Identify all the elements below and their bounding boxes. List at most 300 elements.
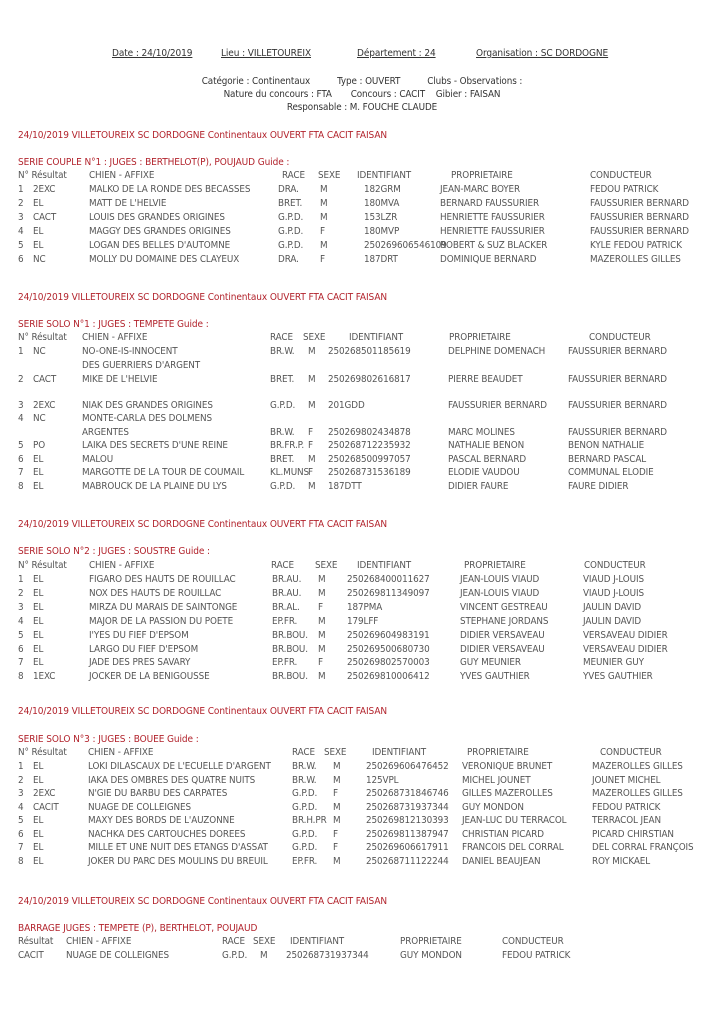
table-row [0,375,724,388]
table-cell: M [308,481,316,492]
table-cell: EL [33,829,44,840]
table-cell: M [318,671,326,682]
table-cell: EL [33,481,44,492]
table-cell: EL [33,842,44,853]
header-nature-line [0,90,724,100]
table-cell: 2EXC [33,788,56,799]
table-cell: G.P.D. [270,481,296,492]
table-cell: PASCAL BERNARD [448,454,527,465]
table-cell: CACT [33,374,57,385]
table-cell: M [308,400,316,411]
table-cell: 250269500680730 [347,644,430,655]
table-cell: 250269606476452 [366,761,449,772]
column-header: CHIEN - AFFIXE [88,747,154,758]
section-title: SERIE SOLO N°2 : JUGES : SOUSTRE Guide : [18,546,210,557]
table-cell: BR.W. [270,427,295,438]
section-title: BARRAGE JUGES : TEMPETE (P), BERTHELOT, POUJAUD [18,923,258,934]
table-cell: 250268712235932 [328,440,411,451]
table-cell: NUAGE DE COLLEIGNES [66,950,170,961]
table-cell: LOGAN DES BELLES D'AUTOMNE [89,240,231,251]
table-cell: EL [33,630,44,641]
table-cell: 5 [18,815,24,826]
section-title: SERIE SOLO N°1 : JUGES : TEMPETE Guide : [18,319,209,330]
table-cell: DRA. [278,254,299,265]
table-cell: ROBERT & SUZ BLACKER [440,240,548,251]
table-cell: 179LFF [347,616,379,627]
table-cell: 5 [18,440,24,451]
column-header: CONDUCTEUR [502,936,564,947]
table-cell: LARGO DU FIEF D'EPSOM [89,644,199,655]
table-cell: NIAK DES GRANDES ORIGINES [82,400,213,411]
table-cell: 250268731536189 [328,467,411,478]
table-cell: 6 [18,644,24,655]
column-header: PROPRIETAIRE [467,747,529,758]
column-header: RACE [270,332,293,343]
table-cell: KYLE FEDOU PATRICK [590,240,682,251]
column-header: CONDUCTEUR [584,560,646,571]
table-cell: FAUSSURIER BERNARD [448,400,547,411]
table-cell: 250268711122244 [366,856,449,867]
table-cell: 1 [18,761,24,772]
table-cell: F [308,427,313,438]
table-cell: NOX DES HAUTS DE ROUILLAC [89,588,222,599]
column-header: RACE [271,560,294,571]
table-cell: MALOU [82,454,114,465]
column-header: N° Résultat [18,560,67,571]
table-cell: M [333,761,341,772]
table-cell: M [318,644,326,655]
table-cell: FAUSSURIER BERNARD [590,198,689,209]
table-cell: MICHEL JOUNET [462,775,531,786]
table-cell: 250269812130393 [366,815,449,826]
header-gibier: Gibier : FAISAN [435,89,501,100]
table-cell: EL [33,198,44,209]
table-cell: 7 [18,842,24,853]
table-cell: FEDOU PATRICK [502,950,571,961]
table-cell: NATHALIE BENON [448,440,525,451]
table-cell: PIERRE BEAUDET [448,374,523,385]
table-cell: DES GUERRIERS D'ARGENT [82,360,201,371]
table-cell: EL [33,644,44,655]
event-heading: 24/10/2019 VILLETOUREIX SC DORDOGNE Continentaux OUVERT FTA CACIT FAISAN [18,519,388,530]
table-cell: 250269802434878 [328,427,411,438]
table-cell: LAIKA DES SECRETS D'UNE REINE [82,440,228,451]
table-cell: M [260,950,268,961]
table-cell: ELODIE VAUDOU [448,467,520,478]
table-cell: VIAUD J-LOUIS [583,574,644,585]
table-cell: G.P.D. [222,950,248,961]
table-cell: 153LZR [364,212,398,223]
table-cell: PO [33,440,46,451]
table-cell: M [318,574,326,585]
table-cell: JEAN-LOUIS VIAUD [460,574,540,585]
table-cell: EL [33,454,44,465]
table-row [0,951,724,964]
table-cell: 250268731937344 [366,802,449,813]
table-row [0,441,724,454]
column-header: PROPRIETAIRE [400,936,462,947]
table-cell: BERNARD FAUSSURIER [440,198,539,209]
table-cell: M [320,240,328,251]
table-cell: LOUIS DES GRANDES ORIGINES [89,212,225,223]
table-cell: JOKER DU PARC DES MOULINS DU BREUIL [88,856,268,867]
column-header: PROPRIETAIRE [451,170,513,181]
table-row [0,213,724,226]
table-cell: MAZEROLLES GILLES [592,788,683,799]
column-header: N° Résultat [18,170,67,181]
table-cell: FAUSSURIER BERNARD [568,400,667,411]
header-responsable-line [0,103,724,113]
table-cell: EL [33,467,44,478]
table-cell: KL.MUNS [270,467,310,478]
event-heading: 24/10/2019 VILLETOUREIX SC DORDOGNE Continentaux OUVERT FTA CACIT FAISAN [18,896,388,907]
header-categorie: Catégorie : Continentaux [201,76,311,87]
table-cell: 250269811349097 [347,588,430,599]
column-header: CHIEN - AFFIXE [89,170,155,181]
table-cell: BENON NATHALIE [568,440,645,451]
table-row [0,185,724,198]
table-cell: DANIEL BEAUJEAN [462,856,541,867]
table-row [0,227,724,240]
table-cell: GUY MEUNIER [460,657,521,668]
column-header: IDENTIFIANT [349,332,404,343]
table-cell: 8 [18,856,24,867]
header-nature: Nature du concours : FTA [223,89,332,100]
table-row [0,603,724,616]
table-cell: IAKA DES OMBRES DES QUATRE NUITS [88,775,256,786]
table-cell: BR.W. [270,346,295,357]
table-cell: 250269811387947 [366,829,449,840]
table-cell: MIRZA DU MARAIS DE SAINTONGE [89,602,238,613]
table-row [0,816,724,829]
table-cell: 6 [18,829,24,840]
table-row [0,482,724,495]
table-cell: JEAN-MARC BOYER [440,184,521,195]
table-cell: M [320,198,328,209]
table-cell: MAZEROLLES GILLES [592,761,683,772]
table-cell: 1EXC [33,671,56,682]
header-lieu: Lieu : VILLETOUREIX [221,48,312,59]
column-header: SEXE [324,747,347,758]
table-cell: 201GDD [328,400,365,411]
table-cell: BRET. [278,198,303,209]
table-row [0,672,724,685]
table-cell: 250268731937344 [286,950,369,961]
column-header: CONDUCTEUR [590,170,652,181]
table-cell: EL [33,856,44,867]
event-heading: 24/10/2019 VILLETOUREIX SC DORDOGNE Continentaux OUVERT FTA CACIT FAISAN [18,292,388,303]
header-departement: Département : 24 [357,48,436,59]
column-header: CHIEN - AFFIXE [89,560,155,571]
table-cell: 4 [18,616,24,627]
table-cell: N'GIE DU BARBU DES CARPATES [88,788,228,799]
table-cell: BR.AL. [272,602,300,613]
column-header: Résultat [18,936,54,947]
table-cell: EL [33,574,44,585]
table-cell: COMMUNAL ELODIE [568,467,654,478]
header-date: Date : 24/10/2019 [112,48,193,59]
table-cell: EL [33,588,44,599]
table-cell: EL [33,775,44,786]
table-row [0,199,724,212]
table-cell: F [320,254,325,265]
table-cell: I'YES DU FIEF D'EPSOM [89,630,189,641]
table-cell: NO-ONE-IS-INNOCENT [82,346,178,357]
column-header: IDENTIFIANT [357,560,412,571]
table-cell: M [318,588,326,599]
table-cell: NACHKA DES CARTOUCHES DOREES [88,829,246,840]
table-cell: F [318,657,323,668]
table-cell: BRET. [270,454,295,465]
header-responsable: Responsable : M. FOUCHE CLAUDE [286,102,438,113]
table-cell: FRANCOIS DEL CORRAL [462,842,564,853]
table-cell: F [333,788,338,799]
table-row [0,631,724,644]
table-cell: 180MVP [364,226,400,237]
table-cell: 250269606546109 [364,240,447,251]
table-cell: 3 [18,602,24,613]
table-cell: FAUSSURIER BERNARD [568,427,667,438]
table-cell: MOLLY DU DOMAINE DES CLAYEUX [89,254,240,265]
table-cell: 2 [18,775,24,786]
table-cell: FEDOU PATRICK [592,802,661,813]
column-header: N° Résultat [18,332,67,343]
table-cell: CACIT [33,802,59,813]
table-cell: BR.W. [292,775,317,786]
table-cell: 6 [18,454,24,465]
table-cell: 180MVA [364,198,400,209]
table-cell: BERNARD PASCAL [568,454,647,465]
table-row [0,361,724,374]
table-cell: G.P.D. [278,240,304,251]
table-cell: EL [33,616,44,627]
table-cell: VERSAVEAU DIDIER [583,644,668,655]
table-cell: 250268501185619 [328,346,411,357]
column-header: SEXE [318,170,341,181]
table-cell: 2 [18,374,24,385]
table-cell: CACIT [18,950,44,961]
table-cell: F [308,467,313,478]
table-row [0,617,724,630]
table-cell: CHRISTIAN PICARD [462,829,544,840]
table-cell: G.P.D. [278,226,304,237]
column-header: RACE [222,936,245,947]
table-cell: JOUNET MICHEL [592,775,661,786]
table-cell: MEUNIER GUY [583,657,644,668]
column-header: CONDUCTEUR [600,747,662,758]
table-row [0,347,724,360]
table-cell: DRA. [278,184,299,195]
table-cell: 2EXC [33,400,56,411]
table-cell: MONTE-CARLA DES DOLMENS [82,413,212,424]
table-cell: 250268400011627 [347,574,430,585]
table-cell: MILLE ET UNE NUIT DES ETANGS D'ASSAT [88,842,268,853]
table-cell: 2 [18,198,24,209]
table-row [0,762,724,775]
table-cell: JOCKER DE LA BENIGOUSSE [89,671,210,682]
table-cell: 125VPL [366,775,399,786]
table-cell: DOMINIQUE BERNARD [440,254,537,265]
column-header: CHIEN - AFFIXE [82,332,148,343]
table-cell: G.P.D. [292,842,318,853]
table-cell: CACT [33,212,57,223]
table-cell: YVES GAUTHIER [460,671,530,682]
table-cell: HENRIETTE FAUSSURIER [440,212,545,223]
table-cell: FAUSSURIER BERNARD [568,374,667,385]
table-cell: 4 [18,226,24,237]
table-cell: G.P.D. [270,400,296,411]
table-cell: ARGENTES [82,427,129,438]
table-cell: JADE DES PRES SAVARY [89,657,191,668]
table-cell: VIAUD J-LOUIS [583,588,644,599]
table-header-row [0,937,724,950]
table-cell: EL [33,657,44,668]
table-cell: F [333,842,338,853]
header-concours: Concours : CACIT [350,89,425,100]
table-cell: 5 [18,240,24,251]
table-cell: DEL CORRAL FRANÇOIS [592,842,694,853]
table-cell: JEAN-LUC DU TERRACOL [462,815,567,826]
table-cell: MAXY DES BORDS DE L'AUZONNE [88,815,235,826]
table-cell: EL [33,240,44,251]
table-cell: BRET. [270,374,295,385]
table-row [0,843,724,856]
table-cell: 3 [18,788,24,799]
table-cell: 2 [18,588,24,599]
table-cell: 3 [18,400,24,411]
table-row [0,468,724,481]
table-cell: M [308,346,316,357]
table-cell: DIDIER VERSAVEAU [460,644,545,655]
table-cell: M [308,454,316,465]
table-cell: EP.FR. [292,856,318,867]
table-cell: 7 [18,467,24,478]
table-cell: DIDIER VERSAVEAU [460,630,545,641]
table-cell: 4 [18,413,24,424]
column-header: RACE [282,170,305,181]
table-cell: G.P.D. [292,788,318,799]
column-header: SEXE [303,332,326,343]
table-cell: BR.BOU. [272,644,308,655]
table-cell: M [333,815,341,826]
table-cell: M [318,616,326,627]
column-header: CONDUCTEUR [589,332,651,343]
section-title: SERIE COUPLE N°1 : JUGES : BERTHELOT(P), POUJAUD Guide : [18,157,290,168]
table-cell: FIGARO DES HAUTS DE ROUILLAC [89,574,236,585]
table-cell: MATT DE L'HELVIE [89,198,167,209]
table-cell: BR.AU. [272,588,302,599]
table-cell: MAZEROLLES GILLES [590,254,681,265]
header-categorie-line [0,77,724,87]
column-header: SEXE [315,560,338,571]
table-cell: MAGGY DES GRANDES ORIGINES [89,226,231,237]
table-cell: MALKO DE LA RONDE DES BECASSES [89,184,251,195]
event-heading: 24/10/2019 VILLETOUREIX SC DORDOGNE Continentaux OUVERT FTA CACIT FAISAN [18,130,388,141]
table-cell: M [333,775,341,786]
column-header: PROPRIETAIRE [464,560,526,571]
table-cell: 250269802616817 [328,374,411,385]
column-header: CHIEN - AFFIXE [66,936,132,947]
table-cell: M [333,802,341,813]
table-cell: TERRACOL JEAN [592,815,661,826]
event-heading: 24/10/2019 VILLETOUREIX SC DORDOGNE Continentaux OUVERT FTA CACIT FAISAN [18,706,388,717]
table-cell: FAURE DIDIER [568,481,629,492]
table-cell: FAUSSURIER BERNARD [590,226,689,237]
table-cell: F [320,226,325,237]
table-cell: 2EXC [33,184,56,195]
table-cell: BR.W. [292,761,317,772]
table-cell: 250268500997057 [328,454,411,465]
header-line [0,49,724,61]
header-type: Type : OUVERT [337,76,401,87]
table-row [0,575,724,588]
column-header: PROPRIETAIRE [449,332,511,343]
table-cell: NC [33,254,46,265]
table-cell: MIKE DE L'HELVIE [82,374,158,385]
table-cell: 182GRM [364,184,401,195]
table-cell: 7 [18,657,24,668]
table-cell: EL [33,815,44,826]
table-cell: MARGOTTE DE LA TOUR DE COUMAIL [82,467,245,478]
table-cell: G.P.D. [292,802,318,813]
table-cell: 250268731846746 [366,788,449,799]
table-header-row [0,333,724,346]
column-header: RACE [292,747,315,758]
table-cell: GILLES MAZEROLLES [462,788,553,799]
table-cell: BR.FR.P. [270,440,305,451]
table-cell: EL [33,602,44,613]
table-cell: VERSAVEAU DIDIER [583,630,668,641]
table-cell: 3 [18,212,24,223]
table-cell: JEAN-LOUIS VIAUD [460,588,540,599]
table-row [0,414,724,427]
table-cell: 250269810006412 [347,671,430,682]
column-header: IDENTIFIANT [357,170,412,181]
column-header: N° Résultat [18,747,67,758]
table-cell: VERONIQUE BRUNET [462,761,553,772]
table-cell: FAUSSURIER BERNARD [590,212,689,223]
table-cell: DELPHINE DOMENACH [448,346,546,357]
table-cell: HENRIETTE FAUSSURIER [440,226,545,237]
table-cell: EL [33,761,44,772]
table-cell: JAULIN DAVID [583,602,642,613]
table-cell: 187PMA [347,602,383,613]
table-cell: M [308,374,316,385]
table-cell: FEDOU PATRICK [590,184,659,195]
table-cell: 8 [18,671,24,682]
table-cell: 1 [18,574,24,585]
table-cell: 250269802570003 [347,657,430,668]
table-cell: LOKI DILASCAUX DE L'ECUELLE D'ARGENT [88,761,271,772]
table-cell: 6 [18,254,24,265]
header-clubs: Clubs - Observations : [427,76,523,87]
table-header-row [0,561,724,574]
table-cell: G.P.D. [292,829,318,840]
table-cell: 5 [18,630,24,641]
table-cell: MARC MOLINES [448,427,515,438]
table-cell: ROY MICKAEL [592,856,651,867]
table-cell: M [320,212,328,223]
table-cell: JAULIN DAVID [583,616,642,627]
table-row [0,589,724,602]
table-cell: BR.H.PR [292,815,327,826]
table-cell: GUY MONDON [462,802,524,813]
table-cell: F [308,440,313,451]
table-cell: F [333,829,338,840]
table-cell: 4 [18,802,24,813]
column-header: IDENTIFIANT [290,936,345,947]
table-cell: STEPHANE JORDANS [460,616,549,627]
